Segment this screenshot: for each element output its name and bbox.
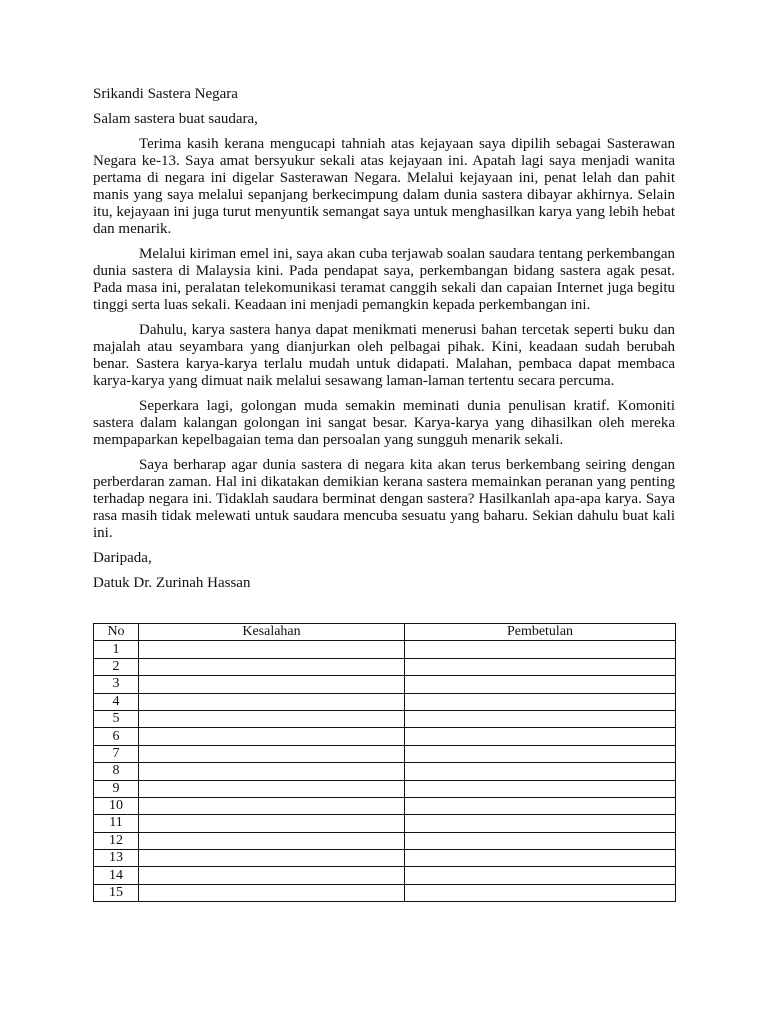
table-row <box>94 710 676 727</box>
cell-no: 9 <box>94 780 139 797</box>
table-row <box>94 884 676 901</box>
cell-kesalahan[interactable] <box>139 797 405 814</box>
cell-kesalahan[interactable] <box>139 728 405 745</box>
cell-pembetulan[interactable] <box>405 780 676 797</box>
greeting: Salam sastera buat saudara, <box>93 111 258 127</box>
table-row <box>94 850 676 867</box>
cell-pembetulan[interactable] <box>405 641 676 658</box>
cell-no: 15 <box>94 884 139 901</box>
cell-no: 14 <box>94 867 139 884</box>
cell-pembetulan[interactable] <box>405 728 676 745</box>
header-pembetulan: Pembetulan <box>405 624 676 641</box>
table-row <box>94 832 676 849</box>
closing: Daripada, <box>93 550 152 566</box>
table-row <box>94 641 676 658</box>
cell-pembetulan[interactable] <box>405 710 676 727</box>
table-row <box>94 658 676 675</box>
cell-no: 1 <box>94 641 139 658</box>
cell-kesalahan[interactable] <box>139 658 405 675</box>
table-header-row <box>94 624 676 641</box>
table-row <box>94 728 676 745</box>
letter-body <box>93 86 675 600</box>
table-row <box>94 867 676 884</box>
cell-no: 13 <box>94 850 139 867</box>
cell-kesalahan[interactable] <box>139 641 405 658</box>
correction-table <box>93 623 676 902</box>
cell-no: 2 <box>94 658 139 675</box>
cell-pembetulan[interactable] <box>405 693 676 710</box>
cell-kesalahan[interactable] <box>139 710 405 727</box>
cell-no: 7 <box>94 745 139 762</box>
table-row <box>94 763 676 780</box>
cell-kesalahan[interactable] <box>139 850 405 867</box>
cell-kesalahan[interactable] <box>139 815 405 832</box>
cell-pembetulan[interactable] <box>405 676 676 693</box>
cell-kesalahan[interactable] <box>139 763 405 780</box>
cell-kesalahan[interactable] <box>139 780 405 797</box>
cell-no: 4 <box>94 693 139 710</box>
paragraph-2: Melalui kiriman emel ini, saya akan cuba terjawab soalan saudara tentang perkembangan dunia sastera di Malaysia kini. Pada pendapat saya, perkembangan bidang sastera agak pesat. Pada masa ini, peralatan telekomunikasi teramat canggih sekali dan capaian Internet juga begitu tinggi serta luas sekali. Keadaan ini menjadi pemangkin kepada perkembangan ini. <box>93 246 675 313</box>
cell-kesalahan[interactable] <box>139 745 405 762</box>
table-row <box>94 745 676 762</box>
cell-pembetulan[interactable] <box>405 850 676 867</box>
header-no: No <box>94 624 139 641</box>
cell-kesalahan[interactable] <box>139 867 405 884</box>
paragraph-5: Saya berharap agar dunia sastera di negara kita akan terus berkembang seiring dengan perberdaran zaman. Hal ini dikatakan demikian kerana sastera memainkan peranan yang penting terhadap negara ini. Tidaklah saudara berminat dengan sastera? Hasilkanlah apa-apa karya. Saya rasa masih tidak melewati untuk saudara mencuba sesuatu yang baharu. Sekian dahulu buat kali ini. <box>93 457 675 541</box>
cell-pembetulan[interactable] <box>405 884 676 901</box>
cell-no: 10 <box>94 797 139 814</box>
cell-kesalahan[interactable] <box>139 693 405 710</box>
signature: Datuk Dr. Zurinah Hassan <box>93 575 251 591</box>
table-row <box>94 676 676 693</box>
cell-no: 5 <box>94 710 139 727</box>
table-row <box>94 815 676 832</box>
cell-no: 3 <box>94 676 139 693</box>
header-kesalahan: Kesalahan <box>139 624 405 641</box>
cell-no: 8 <box>94 763 139 780</box>
cell-pembetulan[interactable] <box>405 867 676 884</box>
cell-pembetulan[interactable] <box>405 832 676 849</box>
table-row <box>94 693 676 710</box>
cell-kesalahan[interactable] <box>139 884 405 901</box>
cell-kesalahan[interactable] <box>139 676 405 693</box>
cell-no: 6 <box>94 728 139 745</box>
cell-no: 12 <box>94 832 139 849</box>
cell-pembetulan[interactable] <box>405 745 676 762</box>
paragraph-1: Terima kasih kerana mengucapi tahniah atas kejayaan saya dipilih sebagai Sasterawan Negara ke-13. Saya amat bersyukur sekali atas kejayaan ini. Apatah lagi saya menjadi wanita pertama di negara ini digelar Sasterawan Negara. Melalui kejayaan ini, penat lelah dan pahit manis yang saya melalui sepanjang berkecimpung dalam dunia sastera dibayar akhirnya. Selain itu, kejayaan ini juga turut menyuntik semangat saya untuk menghasilkan karya yang lebih hebat dan menarik. <box>93 136 675 237</box>
paragraph-3: Dahulu, karya sastera hanya dapat menikmati menerusi bahan tercetak seperti buku dan majalah atau seyambara yang dianjurkan oleh pelbagai pihak. Kini, keadaan sudah berubah benar. Sastera karya-karya terlalu mudah untuk didapati. Malahan, pembaca dapat membaca karya-karya yang dimuat naik melalui sesawang laman-laman tertentu secara percuma. <box>93 322 675 389</box>
document-title: Srikandi Sastera Negara <box>93 86 238 102</box>
cell-no: 11 <box>94 815 139 832</box>
table-row <box>94 780 676 797</box>
table-row <box>94 797 676 814</box>
cell-pembetulan[interactable] <box>405 815 676 832</box>
cell-pembetulan[interactable] <box>405 658 676 675</box>
cell-pembetulan[interactable] <box>405 797 676 814</box>
table-body <box>94 641 676 902</box>
paragraph-4: Seperkara lagi, golongan muda semakin meminati dunia penulisan kratif. Komoniti sastera dalam kalangan golongan ini sangat besar. Karya-karya yang dihasilkan oleh mereka mempaparkan kepelbagaian tema dan persoalan yang sungguh menarik sekali. <box>93 398 675 448</box>
cell-kesalahan[interactable] <box>139 832 405 849</box>
cell-pembetulan[interactable] <box>405 763 676 780</box>
